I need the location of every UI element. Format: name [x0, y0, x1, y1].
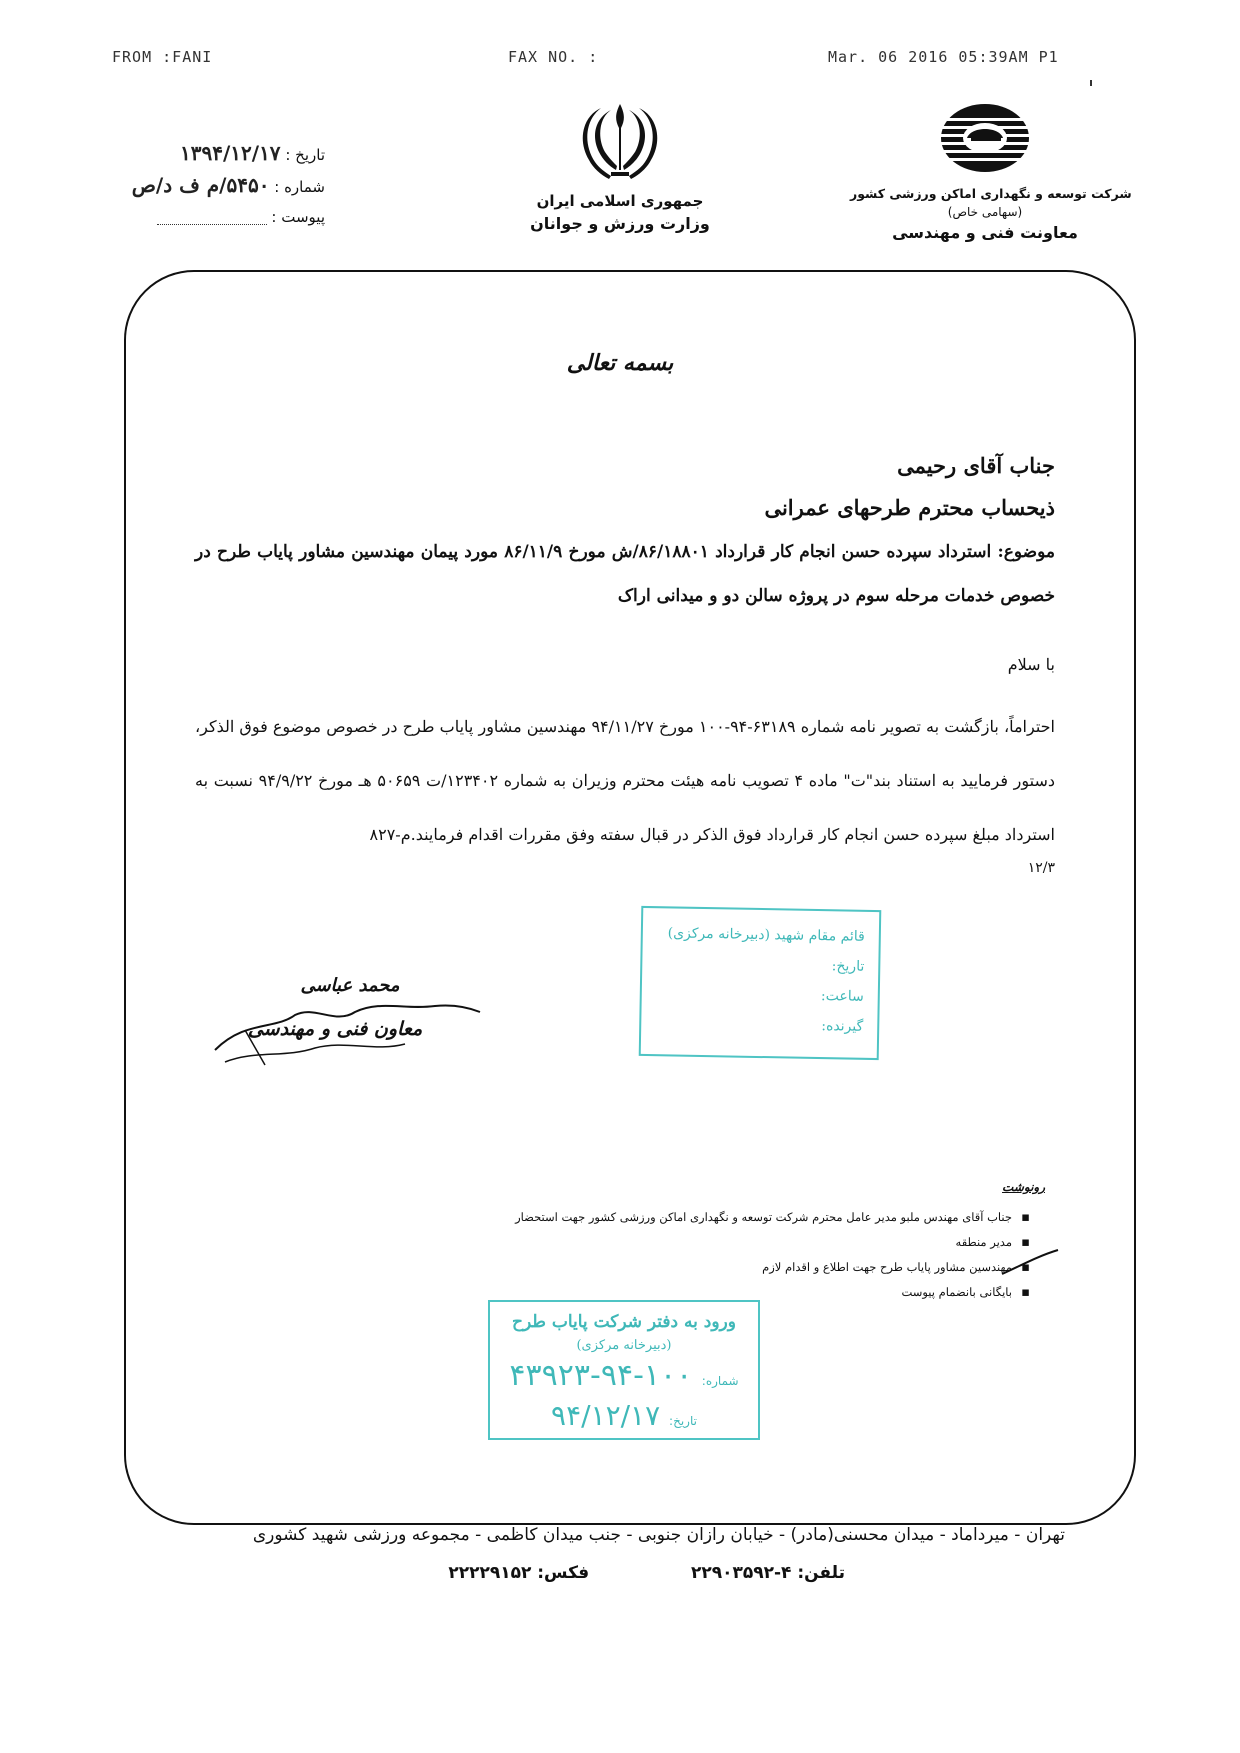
- stamp-line-3: ساعت:: [820, 988, 864, 1005]
- cc-item: ▪ مدیر منطقه: [410, 1230, 1030, 1255]
- greeting: با سلام: [1007, 655, 1055, 674]
- date-value: ۱۳۹۴/۱۲/۱۷: [180, 141, 281, 165]
- ministry-name: وزارت ورزش و جوانان: [530, 214, 710, 233]
- signer-title: معاون فنی و مهندسی: [247, 1018, 423, 1040]
- receipt-stamp: [639, 906, 882, 1060]
- recipient: [764, 445, 1055, 529]
- fax-from: FROM :FANI: [112, 48, 213, 66]
- stamp-date-row: [502, 1399, 746, 1438]
- iran-emblem-icon: [575, 100, 665, 182]
- country-name: جمهوری اسلامی ایران: [536, 192, 704, 210]
- ministry-header: [500, 100, 740, 233]
- number-label: شماره :: [274, 178, 325, 196]
- stamp-number-value: ۱۰۰-۹۴-۴۳۹۲۳: [509, 1358, 693, 1393]
- stamp-number-row: [502, 1358, 746, 1399]
- reference-code: ۱۲/۳: [1027, 860, 1055, 876]
- cc-item: ▪ مهندسین مشاور پایاب طرح جهت اطلاع و اقدام لازم: [410, 1255, 1030, 1280]
- stamp-date-label: تاریخ:: [669, 1414, 697, 1428]
- stamp-line-2: تاریخ:: [831, 958, 865, 975]
- stamp-date-value: ۹۴/۱۲/۱۷: [551, 1399, 661, 1432]
- cc-item: ▪ بایگانی بانضمام پیوست: [410, 1280, 1030, 1305]
- recipient-title: ذیحساب محترم طرحهای عمرانی: [764, 495, 1055, 520]
- cc-check-mark: [1000, 1248, 1060, 1278]
- basmala: بسمه تعالی: [566, 350, 674, 376]
- stamp-number-label: شماره:: [701, 1374, 739, 1388]
- cc-item: ▪ جناب آقای مهندس ملبو مدیر عامل محترم شرکت توسعه و نگهداری اماکن ورزشی کشور جهت استحضار: [410, 1205, 1030, 1230]
- company-header: [850, 100, 1132, 242]
- subject-line: موضوع: استرداد سپرده حسن انجام کار قرارداد ۸۶/۱۸۸۰۱/ش مورخ ۸۶/۱۱/۹ مورد پیمان مهندسین مشاور پایاب طرح در خصوص خدمات مرحله سوم در پروژه سالن دو و میدانی اراک: [195, 542, 1056, 606]
- footer-phone: تلفن: ۴-۲۲۹۰۳۵۹۲: [690, 1563, 845, 1583]
- date-label: تاریخ :: [285, 146, 325, 164]
- fax-number: FAX NO. :: [508, 48, 599, 66]
- incoming-stamp: [488, 1300, 760, 1440]
- signer-name: محمد عباسی: [300, 975, 400, 996]
- stamp-line-4: گیرنده:: [821, 1018, 864, 1035]
- company-logo-icon: [937, 100, 1033, 176]
- recipient-name: جناب آقای رحیمی: [897, 453, 1055, 478]
- number-value: ۵۴۵۰/م ف د/ص: [131, 173, 270, 197]
- number-row: [105, 170, 325, 202]
- footer-contacts: [345, 1563, 845, 1583]
- department-name: معاونت فنی و مهندسی: [892, 223, 1078, 242]
- body-paragraph: [195, 700, 1055, 862]
- fax-datetime: Mar. 06 2016 05:39AM P1: [828, 48, 1059, 66]
- attachment-dots: [157, 210, 267, 225]
- cc-list: [410, 1205, 1030, 1305]
- letter-meta: [105, 138, 325, 232]
- corner-mark: [1090, 80, 1092, 86]
- date-row: [105, 138, 325, 170]
- company-name: شرکت توسعه و نگهداری اماکن ورزشی کشور: [850, 186, 1132, 201]
- body-text: احتراماً، بازگشت به تصویر نامه شماره ۶۳۱۸۹-۹۴-۱۰۰ مورخ ۹۴/۱۱/۲۷ مهندسین مشاور پایاب طرح در خصوص موضوع فوق الذکر، دستور فرمایید به استناد بند"ت" ماده ۴ تصویب نامه هیئت محترم وزیران به شماره ۱۲۳۴۰۲/ت ۵۰۶۵۹ هـ مورخ ۹۴/۹/۲۲ نسبت به استرداد مبلغ سپرده حسن انجام کار قرارداد فوق الذکر در قبال سفته وفق مقررات اقدام فرمایند.م-۸۲۷: [195, 717, 1055, 844]
- footer-address: تهران - میرداماد - میدان محسنی(مادر) - خیابان رازان جنوبی - جنب میدان کاظمی - مجموعه ورزشی شهید کشوری: [252, 1525, 1065, 1545]
- stamp-title: ورود به دفتر شرکت پایاب طرح: [512, 1312, 736, 1332]
- attachment-label: پیوست :: [271, 208, 325, 226]
- cc-title: رونوشت: [1002, 1180, 1045, 1194]
- stamp-subtitle: (دبیرخانه مرکزی): [576, 1338, 672, 1353]
- company-type: (سهامی خاص): [947, 205, 1023, 219]
- handwritten-signature: [205, 1000, 485, 1070]
- attachment-row: [105, 202, 325, 232]
- footer-fax: فکس: ۲۲۲۲۹۱۵۲: [448, 1563, 590, 1583]
- stamp-line-1: قائم مقام شهید (دبیرخانه مرکزی): [667, 925, 865, 945]
